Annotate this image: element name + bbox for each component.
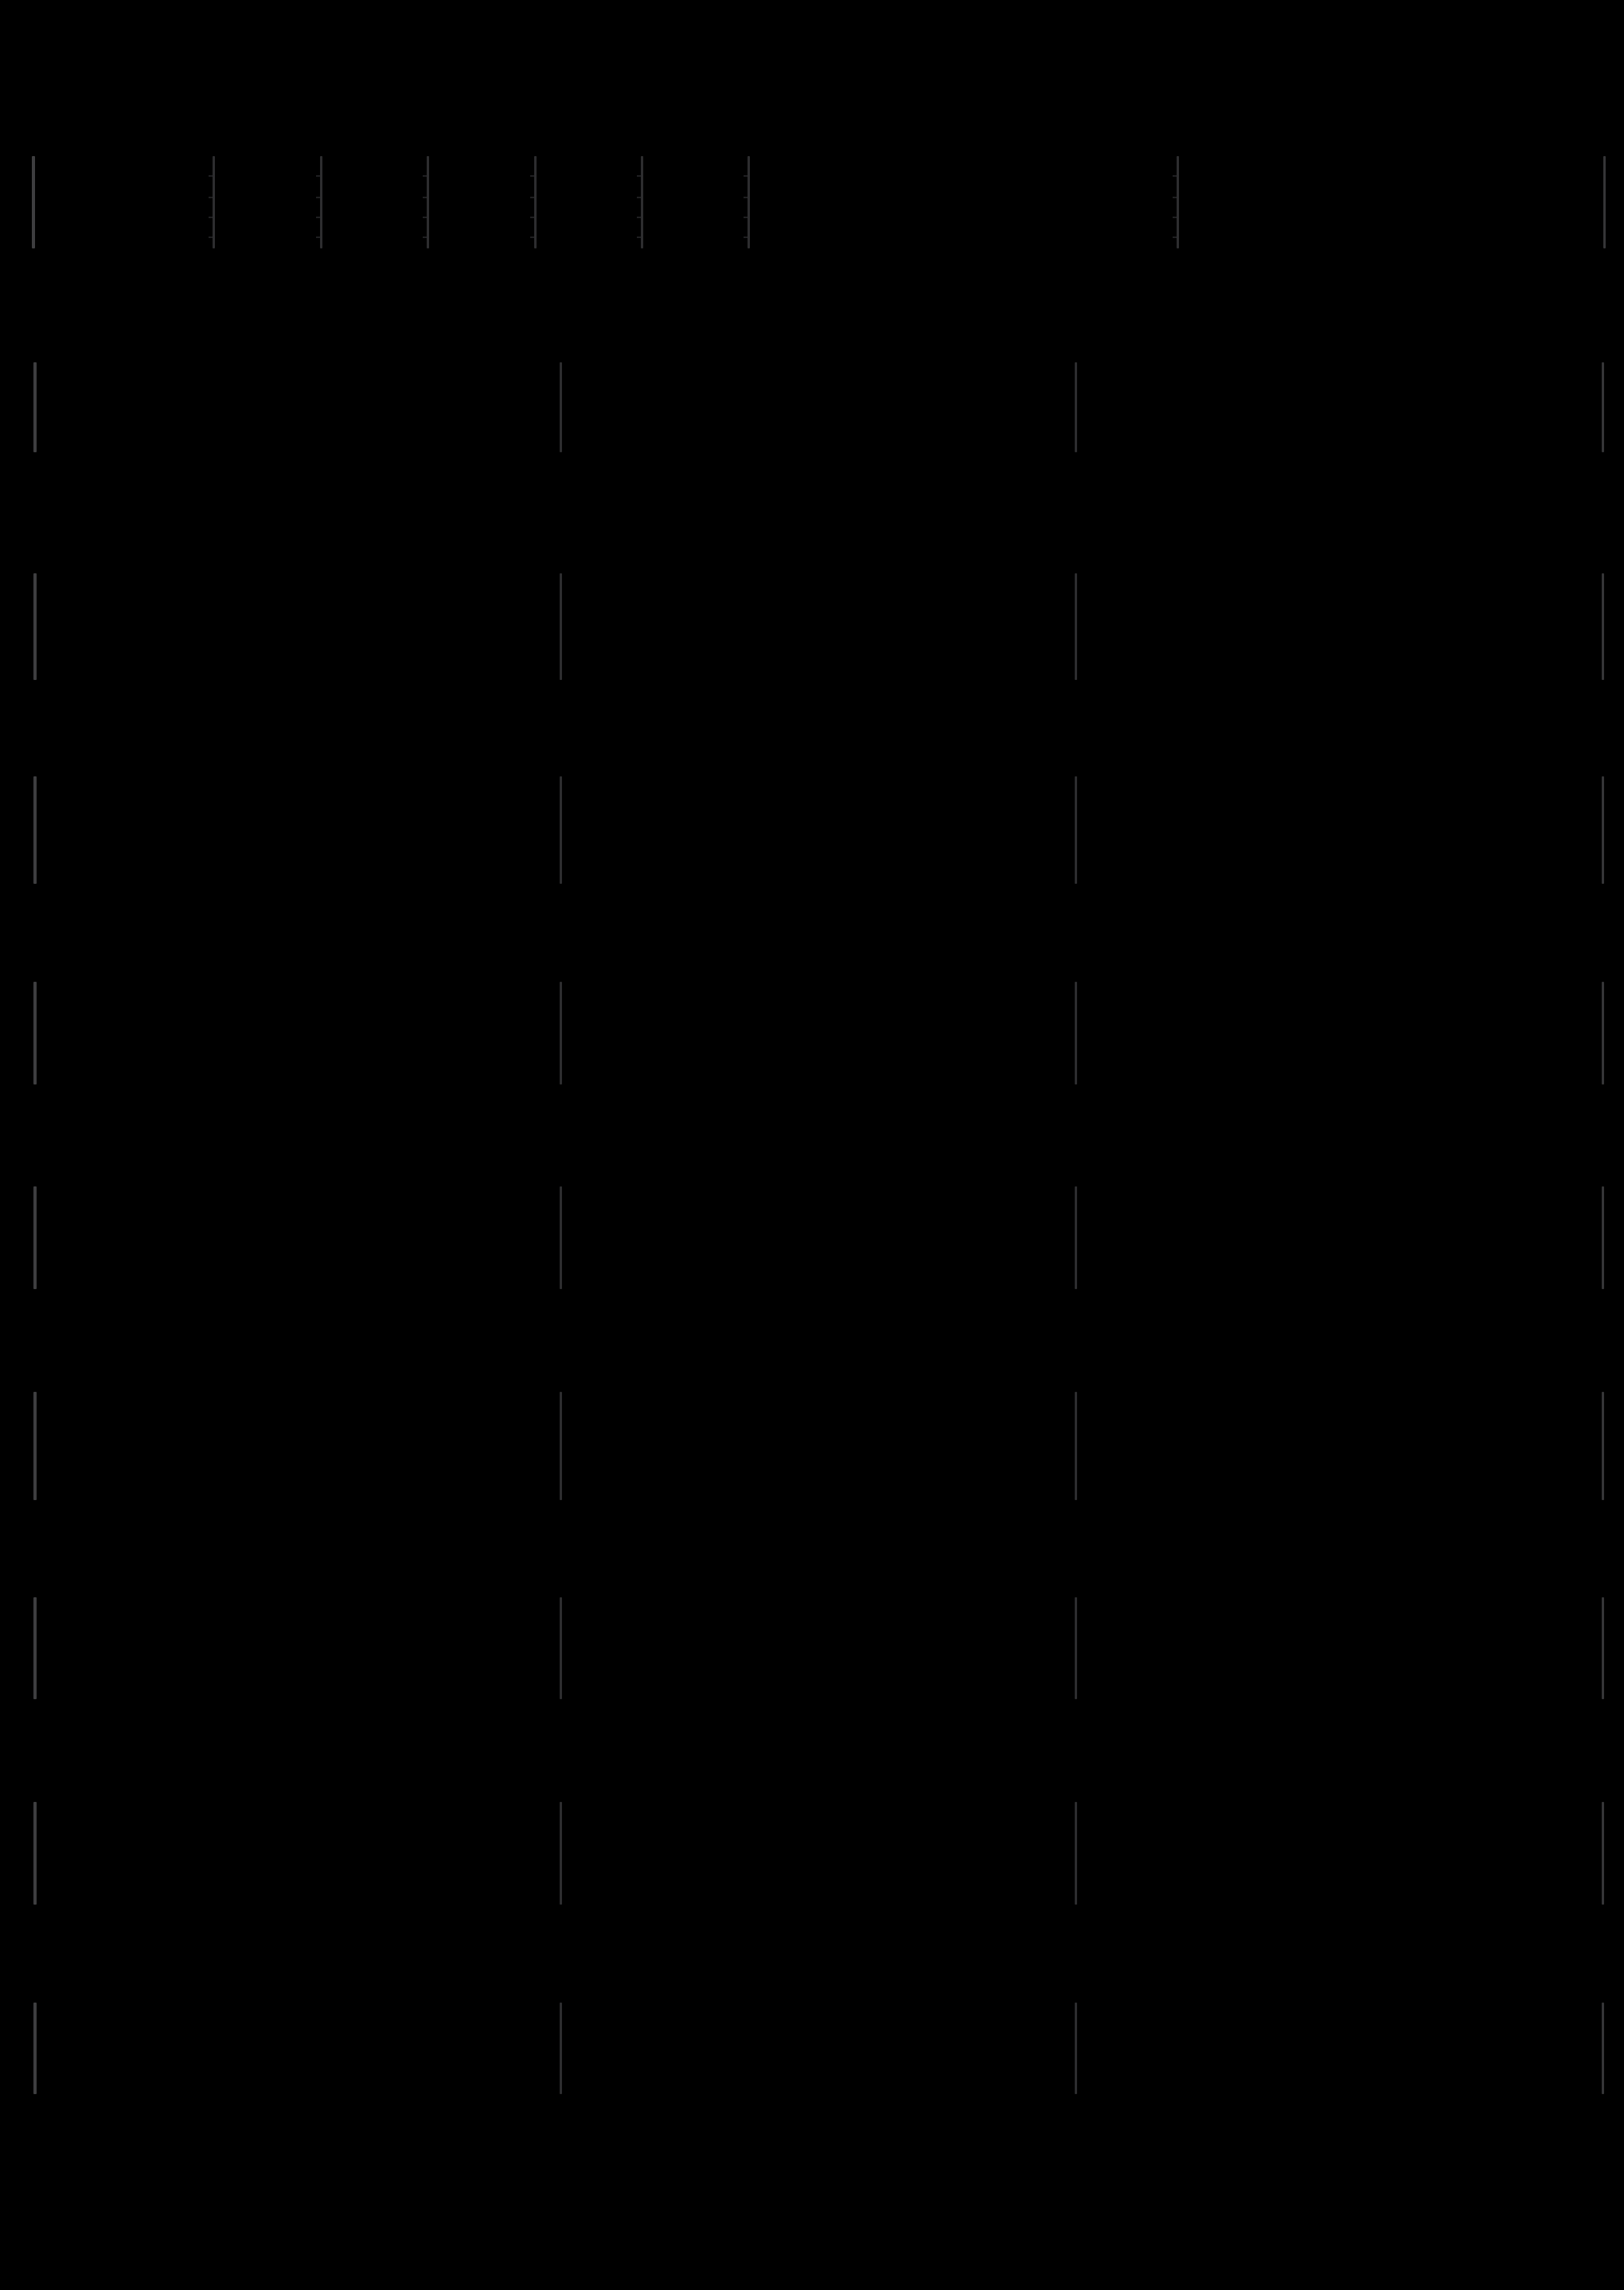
tick-mark xyxy=(209,175,213,177)
grid-line xyxy=(1075,776,1077,884)
tick-mark xyxy=(423,236,427,238)
header-rule-line xyxy=(1603,156,1606,248)
tick-mark xyxy=(209,236,213,238)
tick-mark xyxy=(744,175,748,177)
grid-line xyxy=(33,1802,37,1905)
tick-mark xyxy=(1173,217,1177,218)
header-rule-line xyxy=(320,156,322,248)
tick-mark xyxy=(637,217,641,218)
grid-line xyxy=(1075,573,1077,680)
grid-line xyxy=(560,776,562,884)
tick-mark xyxy=(423,175,427,177)
grid-line xyxy=(1602,776,1604,884)
grid-line xyxy=(560,1597,562,1699)
tick-mark xyxy=(1173,175,1177,177)
grid-line xyxy=(1602,2003,1604,2094)
grid-line xyxy=(1602,1597,1604,1699)
grid-line xyxy=(33,776,37,884)
grid-line xyxy=(1075,1392,1077,1500)
header-rule-line xyxy=(1177,156,1179,248)
tick-mark xyxy=(316,236,320,238)
header-rule-line xyxy=(213,156,215,248)
tick-mark xyxy=(744,236,748,238)
tick-mark xyxy=(637,236,641,238)
grid-line xyxy=(1602,1802,1604,1905)
grid-line xyxy=(1075,2003,1077,2094)
tick-mark xyxy=(423,217,427,218)
tick-mark xyxy=(530,197,534,198)
grid-line xyxy=(560,362,562,452)
header-rule-line xyxy=(427,156,429,248)
tick-mark xyxy=(1173,197,1177,198)
tick-mark xyxy=(530,175,534,177)
grid-line xyxy=(1075,1597,1077,1699)
grid-line xyxy=(1602,982,1604,1084)
grid-line xyxy=(1602,573,1604,680)
header-rule-line xyxy=(32,156,35,248)
grid-line xyxy=(560,1802,562,1905)
tick-mark xyxy=(423,197,427,198)
tick-mark xyxy=(637,197,641,198)
tick-mark xyxy=(316,175,320,177)
grid-line xyxy=(33,2003,37,2094)
header-rule-line xyxy=(534,156,537,248)
tick-mark xyxy=(209,197,213,198)
tick-mark xyxy=(1173,236,1177,238)
grid-line xyxy=(1075,1186,1077,1289)
grid-line xyxy=(33,573,37,680)
grid-line xyxy=(33,1597,37,1699)
grid-line xyxy=(560,1392,562,1500)
grid-line xyxy=(1075,362,1077,452)
grid-line xyxy=(560,573,562,680)
tick-mark xyxy=(637,175,641,177)
grid-line xyxy=(1602,362,1604,452)
tick-mark xyxy=(530,217,534,218)
tick-mark xyxy=(316,197,320,198)
grid-line xyxy=(560,2003,562,2094)
grid-line xyxy=(1602,1392,1604,1500)
grid-line xyxy=(1075,982,1077,1084)
tick-mark xyxy=(744,217,748,218)
tick-mark xyxy=(744,197,748,198)
tick-mark xyxy=(316,217,320,218)
grid-line xyxy=(33,362,37,452)
grid-line xyxy=(1075,1802,1077,1905)
grid-line xyxy=(560,1186,562,1289)
grid-line xyxy=(33,1186,37,1289)
grid-line xyxy=(33,982,37,1084)
tick-mark xyxy=(530,236,534,238)
tick-mark xyxy=(209,217,213,218)
grid-line xyxy=(1602,1186,1604,1289)
grid-line xyxy=(560,982,562,1084)
header-rule-line xyxy=(641,156,643,248)
grid-line xyxy=(33,1392,37,1500)
header-rule-line xyxy=(748,156,750,248)
